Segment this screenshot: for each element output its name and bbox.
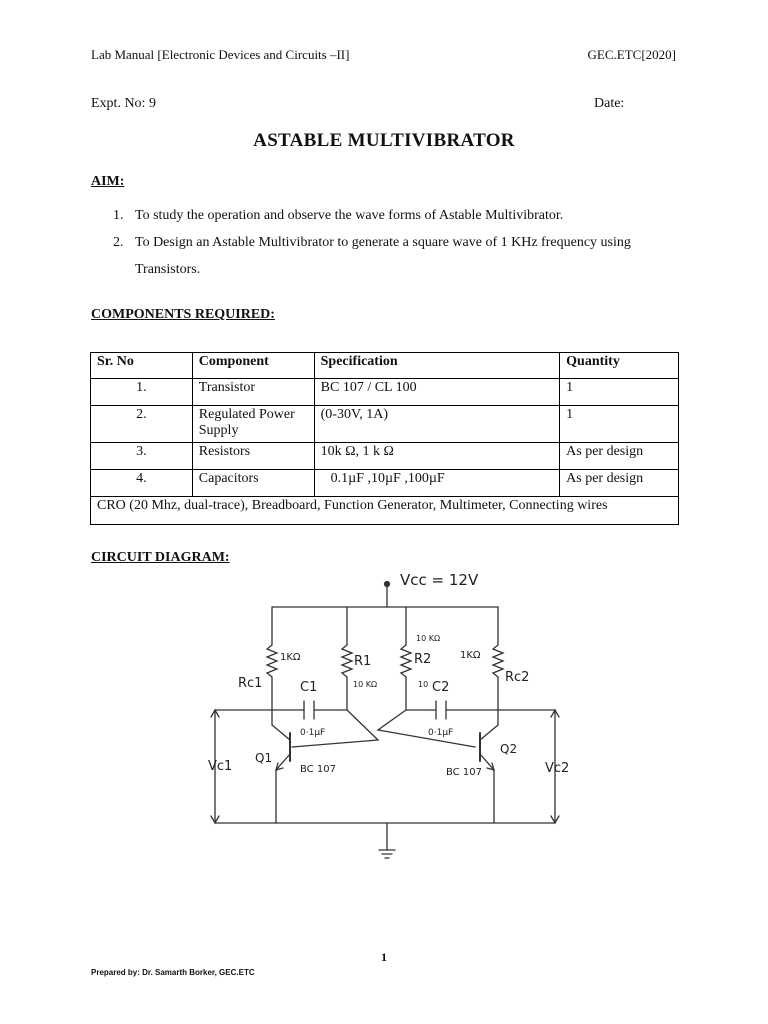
cell-quantity: As per design [560, 470, 679, 497]
rc2-resistor [493, 645, 503, 677]
rc2-label: Rc2 [505, 670, 530, 685]
cell-sr-no: 4. [91, 470, 193, 497]
aim-item-number: 2. [113, 235, 124, 250]
cell-quantity: 1 [560, 379, 679, 406]
cell-component: Capacitors [192, 470, 314, 497]
cell-equipment: CRO (20 Mhz, dual-trace), Breadboard, Function Generator, Multimeter, Connecting wires [91, 497, 679, 525]
table-row [91, 470, 679, 497]
experiment-number: Expt. No: 9 [91, 96, 156, 111]
cell-specification: 0.1µF ,10µF ,100µF [314, 470, 560, 497]
column-header-specification: Specification [314, 353, 560, 379]
q2-collector-lead [480, 725, 498, 740]
column-header-quantity: Quantity [560, 353, 679, 379]
vc2-label: Vc2 [545, 761, 570, 776]
q2-type: BC 107 [446, 767, 482, 778]
r1-label: R1 [354, 654, 372, 669]
column-header-sr-no: Sr. No [91, 353, 193, 379]
r2-resistor [401, 645, 411, 677]
q1-collector-lead [272, 725, 290, 740]
aim-item-text: To Design an Astable Multivibrator to generate a square wave of 1 KHz frequency using Transistors. [135, 235, 631, 277]
vcc-label: Vcc = 12V [400, 571, 479, 589]
cell-sr-no: 1. [91, 379, 193, 406]
rc1-resistor [267, 645, 277, 677]
cell-component: Transistor [192, 379, 314, 406]
q1-type: BC 107 [300, 764, 336, 775]
cell-specification: BC 107 / CL 100 [314, 379, 560, 406]
running-header-left: Lab Manual [Electronic Devices and Circuits –II] [91, 47, 350, 62]
q2-base-crosslink [378, 710, 475, 747]
components-table [90, 352, 679, 525]
r1-resistor [342, 645, 352, 677]
circuit-diagram [200, 565, 580, 865]
cell-specification: 10k Ω, 1 k Ω [314, 443, 560, 470]
cell-sr-no: 2. [91, 406, 193, 443]
rc1-label: Rc1 [238, 676, 263, 691]
aim-item-text: To study the operation and observe the wave forms of Astable Multivibrator. [135, 208, 564, 223]
r1-value: 10 KΩ [353, 680, 378, 689]
c2-prefix: 10 [418, 680, 429, 689]
prepared-by: Prepared by: Dr. Samarth Borker, GEC.ETC [91, 968, 255, 977]
table-header-row [91, 353, 679, 379]
cell-component: Resistors [192, 443, 314, 470]
aim-heading: AIM: [91, 174, 125, 189]
date-label: Date: [594, 96, 625, 111]
aim-item [113, 202, 683, 229]
running-header-right: GEC.ETC[2020] [587, 47, 676, 62]
components-heading: COMPONENTS REQUIRED: [91, 307, 275, 322]
c2-label: C2 [432, 680, 450, 695]
table-row [91, 443, 679, 470]
c1-label: C1 [300, 680, 318, 695]
q2-label: Q2 [500, 742, 518, 756]
cell-sr-no: 3. [91, 443, 193, 470]
column-header-component: Component [192, 353, 314, 379]
rc2-value: 1KΩ [460, 650, 481, 661]
cell-specification: (0-30V, 1A) [314, 406, 560, 443]
table-row [91, 406, 679, 443]
vc1-label: Vc1 [208, 759, 233, 774]
page-number: 1 [381, 950, 387, 964]
page-title: ASTABLE MULTIVIBRATOR [253, 130, 515, 151]
c1-value: 0·1µF [300, 728, 326, 738]
table-row [91, 379, 679, 406]
table-footer-row [91, 497, 679, 525]
r1-bottom-wire [340, 677, 347, 710]
r2-label: R2 [414, 652, 432, 667]
aim-item [113, 229, 683, 283]
cell-quantity: 1 [560, 406, 679, 443]
rc1-value: 1KΩ [280, 652, 301, 663]
r2-value: 10 KΩ [416, 634, 441, 643]
c2-value: 0·1µF [428, 728, 454, 738]
circuit-heading: CIRCUIT DIAGRAM: [91, 550, 230, 565]
q1-label: Q1 [255, 751, 273, 765]
aim-item-number: 1. [113, 208, 124, 223]
cell-quantity: As per design [560, 443, 679, 470]
cell-component: Regulated Power Supply [192, 406, 314, 443]
